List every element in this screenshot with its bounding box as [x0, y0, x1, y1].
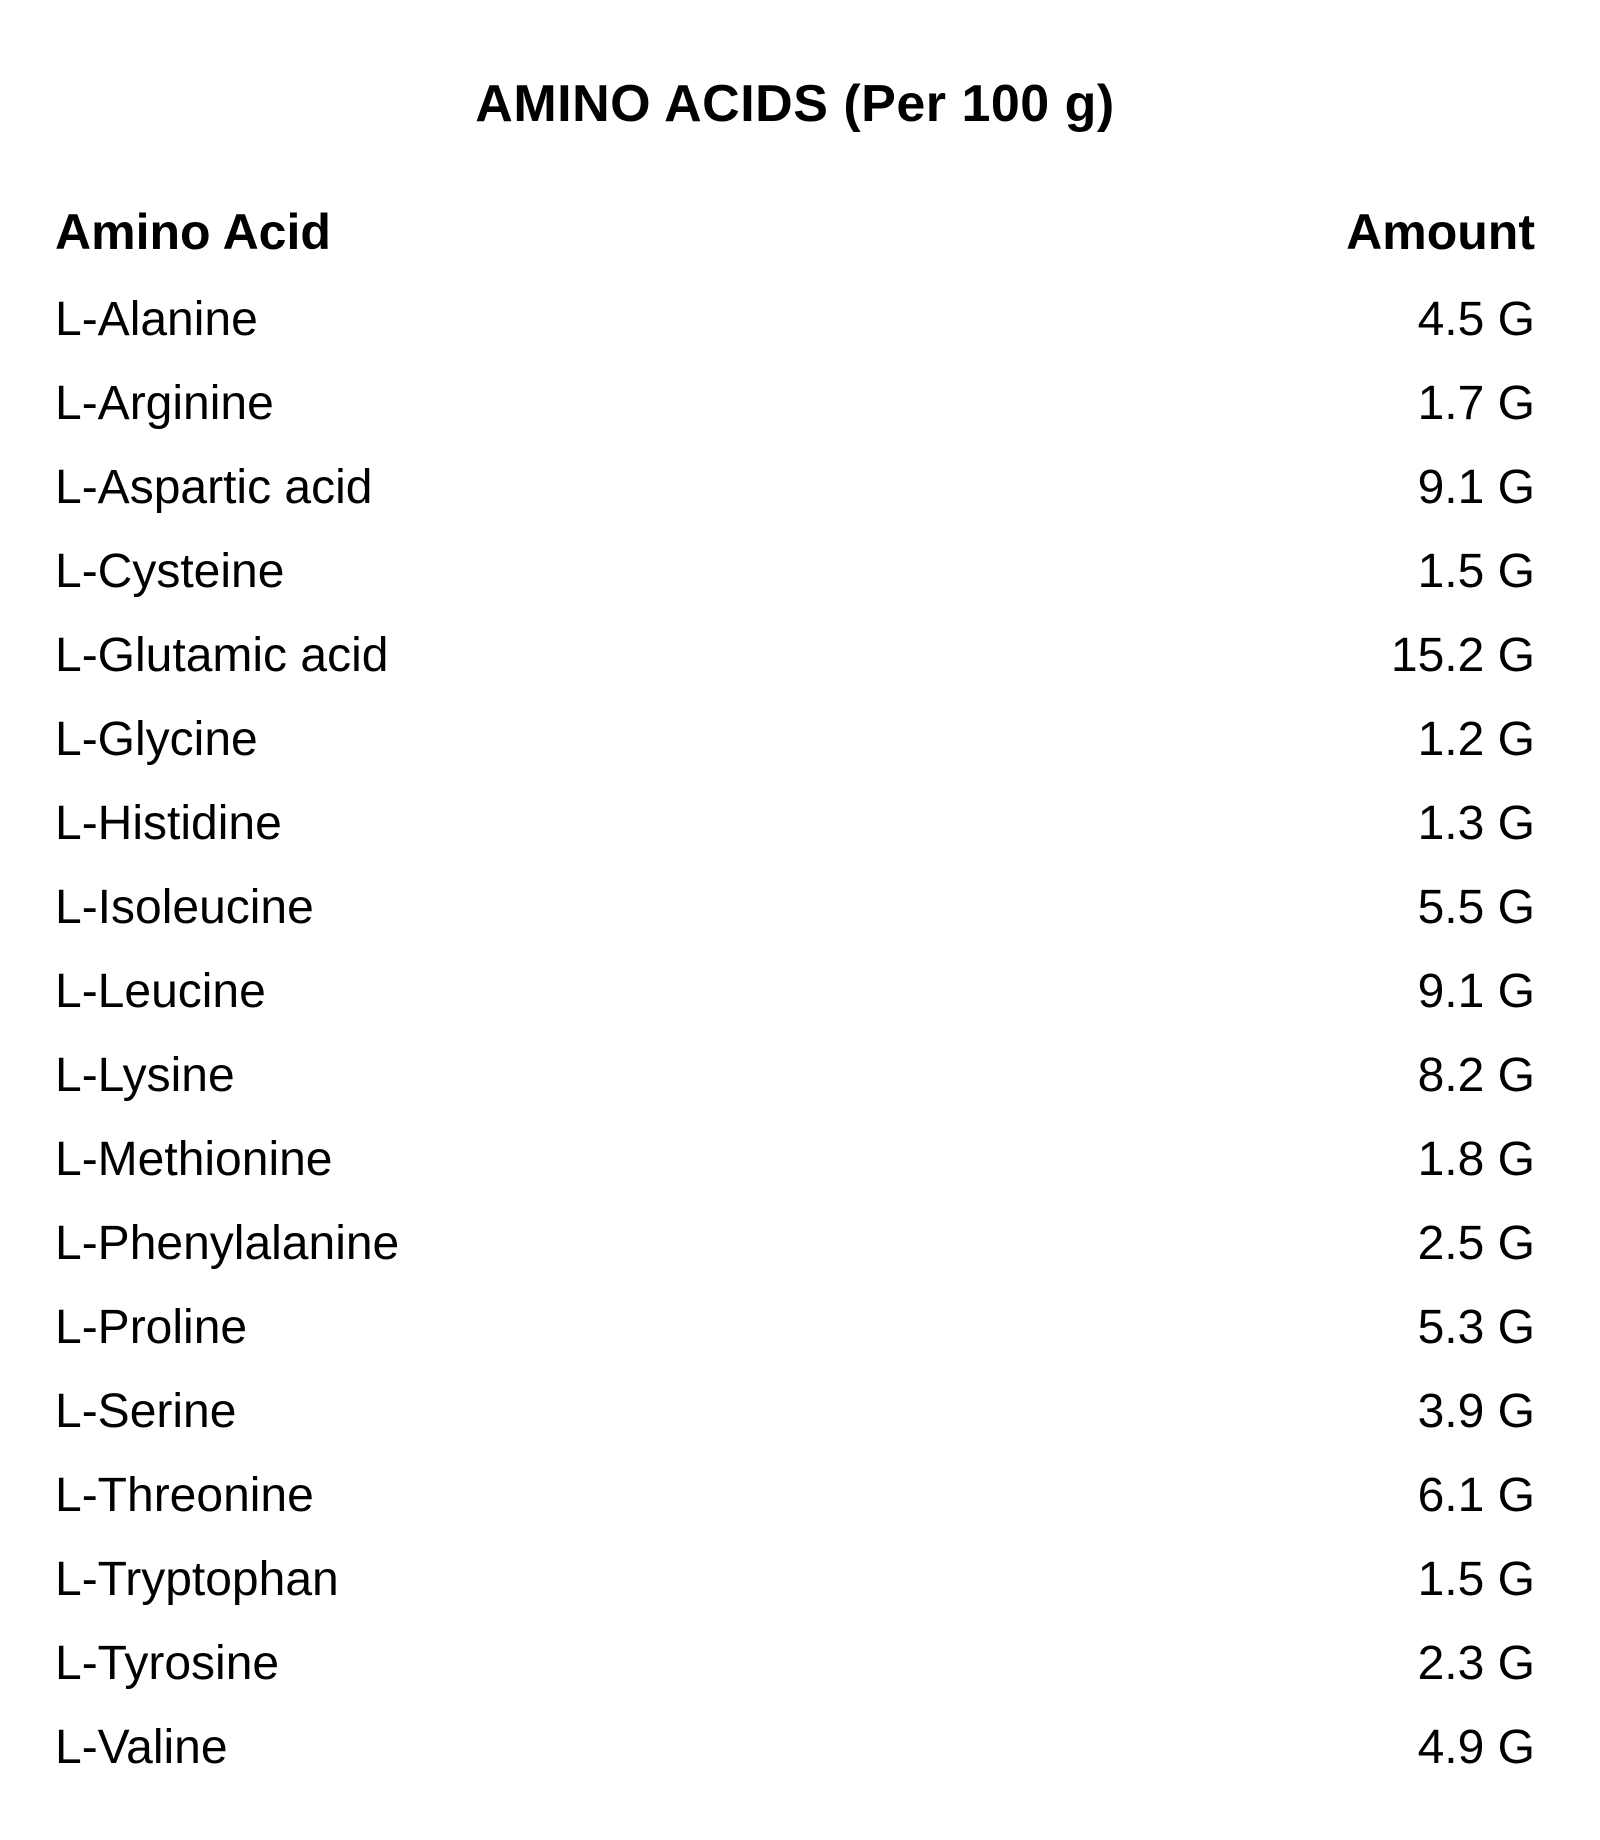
table-row	[55, 782, 1535, 866]
amino-acid-amount: 2.5 G	[1417, 1217, 1535, 1270]
amino-acid-name: L-Aspartic acid	[55, 461, 373, 514]
table-row	[55, 1454, 1535, 1538]
table-row	[55, 446, 1535, 530]
table-row	[55, 1706, 1535, 1790]
amino-acid-name: L-Lysine	[55, 1049, 235, 1102]
page-title: AMINO ACIDS (Per 100 g)	[475, 75, 1115, 133]
amino-acid-name: L-Glycine	[55, 713, 258, 766]
table-row	[55, 278, 1535, 362]
table-row	[55, 1622, 1535, 1706]
table-row	[55, 1118, 1535, 1202]
amino-acid-amount: 1.3 G	[1417, 797, 1535, 850]
amino-acid-name: L-Alanine	[55, 293, 258, 346]
table-header-row	[55, 200, 1535, 264]
table-row	[55, 1538, 1535, 1622]
column-header-amino-acid: Amino Acid	[55, 204, 331, 260]
amino-acid-name: L-Phenylalanine	[55, 1217, 400, 1270]
table-body	[55, 278, 1535, 1790]
amino-acid-amount: 1.5 G	[1417, 545, 1535, 598]
amino-acid-name: L-Isoleucine	[55, 881, 314, 934]
amino-acid-amount: 5.3 G	[1417, 1301, 1535, 1354]
amino-acid-name: L-Histidine	[55, 797, 282, 850]
table-row	[55, 950, 1535, 1034]
amino-acid-name: L-Tryptophan	[55, 1553, 339, 1606]
amino-acid-amount: 8.2 G	[1417, 1049, 1535, 1102]
amino-acid-amount: 2.3 G	[1417, 1637, 1535, 1690]
amino-acid-amount: 1.8 G	[1417, 1133, 1535, 1186]
amino-acid-name: L-Proline	[55, 1301, 248, 1354]
amino-acid-amount: 4.9 G	[1417, 1721, 1535, 1774]
amino-acid-amount: 9.1 G	[1417, 461, 1535, 514]
amino-acid-amount: 3.9 G	[1417, 1385, 1535, 1438]
table-row	[55, 362, 1535, 446]
table-row	[55, 1202, 1535, 1286]
amino-acid-amount: 9.1 G	[1417, 965, 1535, 1018]
table-row	[55, 1286, 1535, 1370]
amino-acid-name: L-Valine	[55, 1721, 228, 1774]
amino-acid-name: L-Tyrosine	[55, 1637, 280, 1690]
amino-acid-amount: 1.2 G	[1417, 713, 1535, 766]
amino-acid-name: L-Glutamic acid	[55, 629, 389, 682]
amino-acid-name: L-Arginine	[55, 377, 274, 430]
table-row	[55, 530, 1535, 614]
amino-acid-amount: 1.7 G	[1417, 377, 1535, 430]
amino-acid-amount: 1.5 G	[1417, 1553, 1535, 1606]
table-row	[55, 1034, 1535, 1118]
table-row	[55, 614, 1535, 698]
amino-acid-name: L-Threonine	[55, 1469, 314, 1522]
amino-acid-name: L-Leucine	[55, 965, 266, 1018]
table-row	[55, 698, 1535, 782]
amino-acid-amount: 15.2 G	[1390, 629, 1535, 682]
amino-acid-amount: 5.5 G	[1417, 881, 1535, 934]
table-row	[55, 866, 1535, 950]
amino-acid-name: L-Methionine	[55, 1133, 333, 1186]
amino-acid-amount: 6.1 G	[1417, 1469, 1535, 1522]
amino-acid-amount: 4.5 G	[1417, 293, 1535, 346]
column-header-amount: Amount	[1346, 204, 1535, 260]
amino-acid-name: L-Cysteine	[55, 545, 285, 598]
amino-acid-name: L-Serine	[55, 1385, 237, 1438]
table-row	[55, 1370, 1535, 1454]
